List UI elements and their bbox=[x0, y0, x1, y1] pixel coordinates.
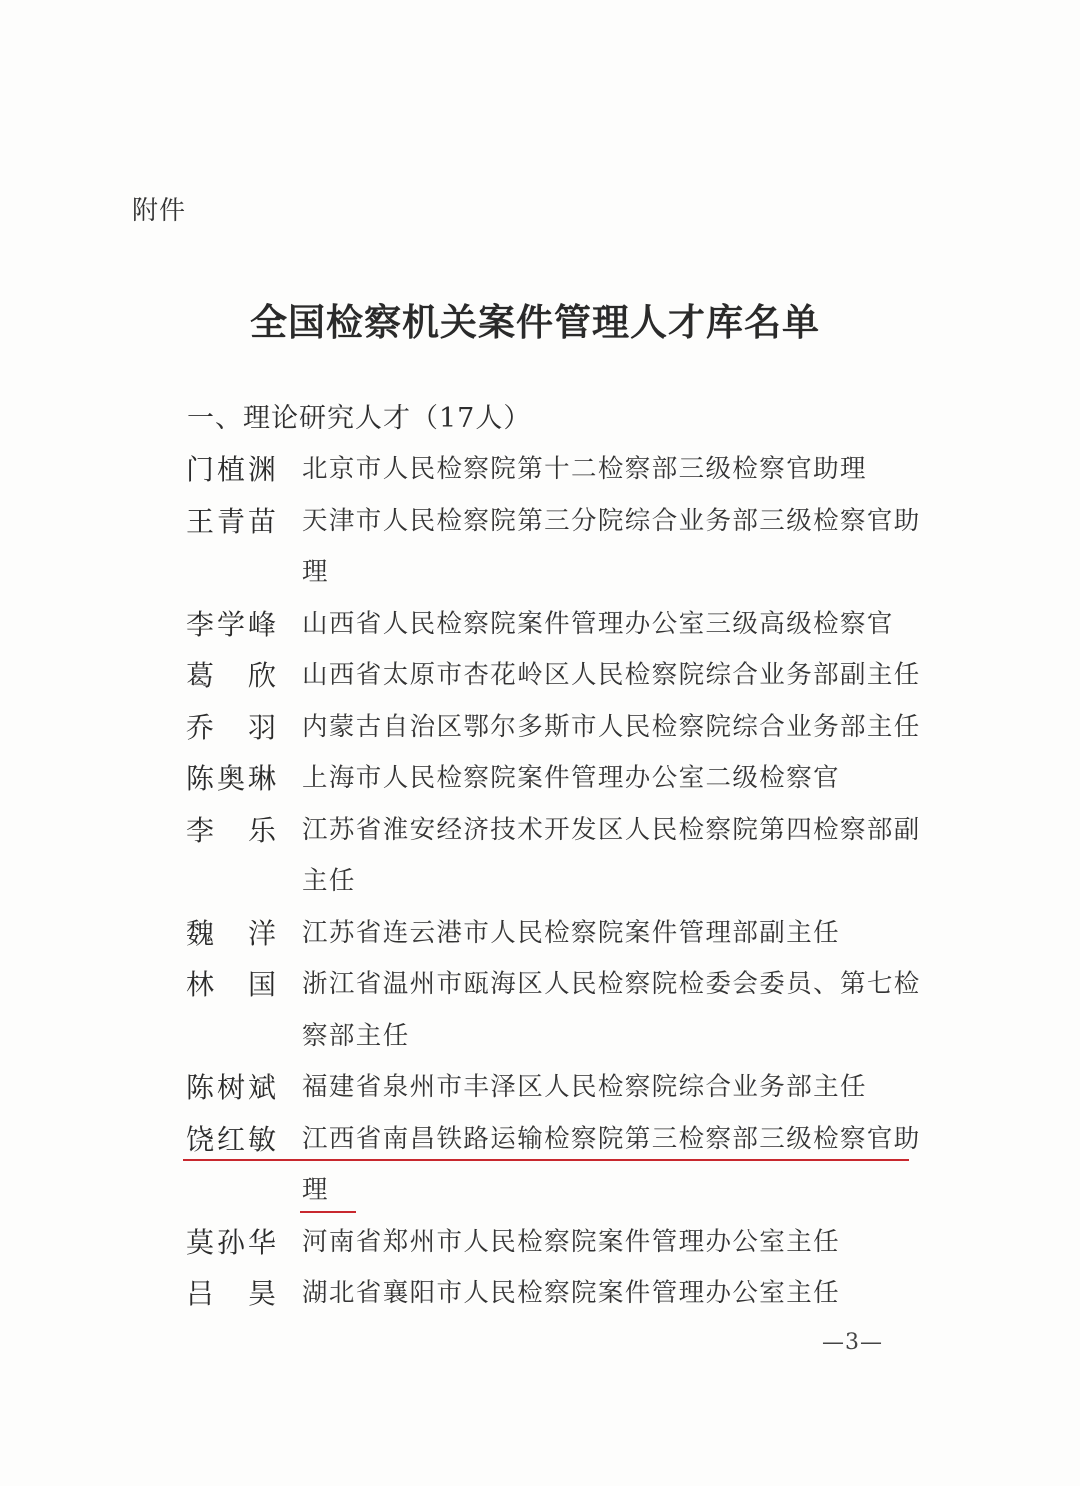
list-item bbox=[0, 496, 1080, 599]
attachment-label: 附件 bbox=[132, 196, 187, 226]
person-organization: 山西省人民检察院案件管理办公室三级高级检察官 bbox=[302, 608, 894, 639]
person-name: 林 国 bbox=[186, 968, 276, 1001]
list-item bbox=[0, 650, 1080, 702]
list-item bbox=[0, 1062, 1080, 1114]
list-item bbox=[0, 908, 1080, 960]
highlight-underline bbox=[183, 1159, 909, 1161]
talent-list bbox=[0, 444, 1080, 1320]
list-item bbox=[0, 599, 1080, 651]
person-name: 王 青 苗 bbox=[186, 504, 276, 538]
person-name: 陈 奥 琳 bbox=[186, 762, 276, 795]
person-organization: 江苏省连云港市人民检察院案件管理部副主任 bbox=[302, 917, 841, 948]
person-name: 李 学 峰 bbox=[186, 607, 276, 641]
person-organization: 山西省太原市杏花岭区人民检察院综合业务部副主任 bbox=[302, 660, 921, 690]
highlight-underline bbox=[300, 1211, 356, 1213]
list-item bbox=[0, 444, 1080, 496]
person-name: 吕 昊 bbox=[186, 1277, 276, 1310]
page-number: —3— bbox=[822, 1330, 883, 1355]
person-name: 莫 孙 华 bbox=[186, 1225, 276, 1259]
person-organization: 上海市人民检察院案件管理办公室二级检察官 bbox=[302, 763, 841, 793]
person-organization: 福建省泉州市丰泽区人民检察院综合业务部主任 bbox=[302, 1072, 867, 1102]
list-item-highlighted bbox=[0, 1114, 1080, 1217]
person-name: 葛 欣 bbox=[186, 659, 276, 692]
person-organization: 江苏省淮安经济技术开发区人民检察院第四检察部副主任 bbox=[302, 814, 921, 896]
list-item bbox=[0, 1268, 1080, 1320]
person-name: 饶 红 敏 bbox=[186, 1122, 276, 1156]
person-organization: 江西省南昌铁路运输检察院第三检察部三级检察官助理 bbox=[302, 1123, 921, 1205]
person-organization: 河南省郑州市人民检察院案件管理办公室主任 bbox=[302, 1226, 841, 1257]
person-name: 陈 树 斌 bbox=[186, 1071, 276, 1104]
person-organization: 内蒙古自治区鄂尔多斯市人民检察院综合业务部主任 bbox=[302, 711, 921, 742]
person-organization: 北京市人民检察院第十二检察部三级检察官助理 bbox=[302, 454, 867, 484]
person-organization: 天津市人民检察院第三分院综合业务部三级检察官助理 bbox=[302, 505, 921, 587]
person-organization: 浙江省温州市瓯海区人民检察院检委会委员、第七检察部主任 bbox=[302, 969, 921, 1051]
section-heading: 一、理论研究人才（17人） bbox=[187, 403, 532, 434]
document-title: 全国检察机关案件管理人才库名单 bbox=[250, 300, 820, 344]
list-item bbox=[0, 702, 1080, 754]
list-item bbox=[0, 753, 1080, 805]
person-name: 乔 羽 bbox=[186, 710, 276, 744]
list-item bbox=[0, 805, 1080, 908]
person-name: 门 植 渊 bbox=[186, 453, 276, 486]
person-name: 魏 洋 bbox=[186, 916, 276, 950]
person-name: 李 乐 bbox=[186, 813, 276, 847]
list-item bbox=[0, 1217, 1080, 1269]
list-item bbox=[0, 959, 1080, 1062]
person-organization: 湖北省襄阳市人民检察院案件管理办公室主任 bbox=[302, 1278, 841, 1308]
